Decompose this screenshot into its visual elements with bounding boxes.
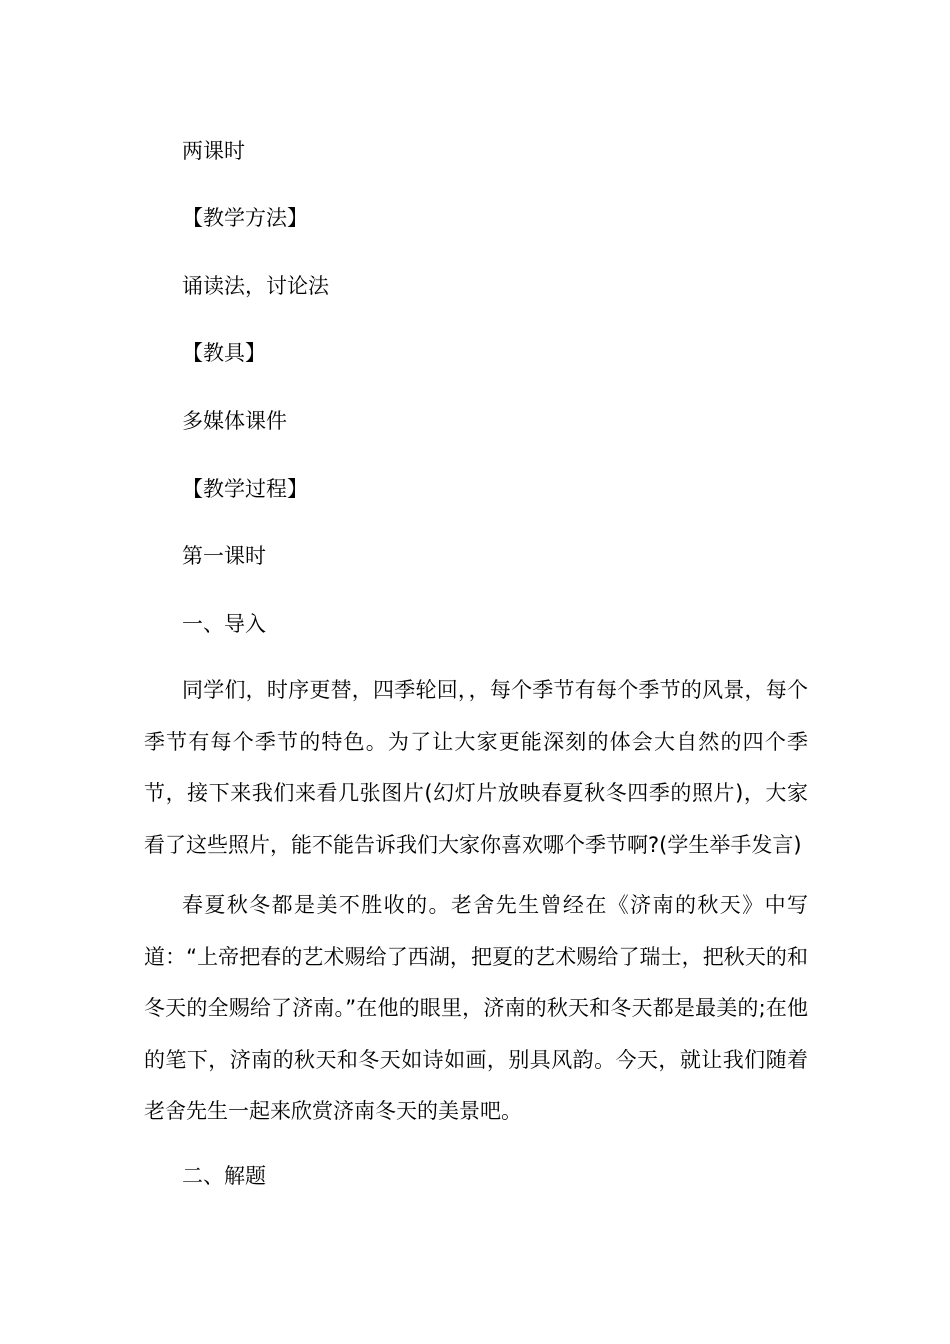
section-title-heading: 二、解题: [182, 1164, 266, 1188]
teaching-tools-heading: 【教具】: [182, 341, 266, 365]
intro-paragraph: 同学们，时序更替，四季轮回，，每个季节有每个季节的风景，每个季节有每个季节的特色。为了让大家更能深刻的体会大自然的四个季节，接下来我们来看几张图片(幻灯片放映春夏秋冬四季的照片)，大家看了这些照片，能不能告诉我们大家你喜欢哪个季节啊?(学生举手发言): [144, 678, 808, 857]
lesson-one-heading: 第一课时: [182, 544, 266, 568]
section-intro-heading: 一、导入: [182, 612, 266, 636]
teaching-method-text: 诵读法，讨论法: [182, 274, 329, 298]
teaching-method-heading: 【教学方法】: [182, 206, 308, 230]
duration-text: 两课时: [182, 139, 245, 163]
teaching-tools-text: 多媒体课件: [182, 409, 287, 433]
teaching-process-heading: 【教学过程】: [182, 477, 308, 501]
laoshe-paragraph: 春夏秋冬都是美不胜收的。老舍先生曾经在《济南的秋天》中写道：“上帝把春的艺术赐给了西湖，把夏的艺术赐给了瑞士，把秋天的和冬天的全赐给了济南。”在他的眼里，济南的秋天和冬天都是最美的;在他的笔下，济南的秋天和冬天如诗如画，别具风韵。今天，就让我们随着老舍先生一起来欣赏济南冬天的美景吧。: [144, 893, 808, 1123]
